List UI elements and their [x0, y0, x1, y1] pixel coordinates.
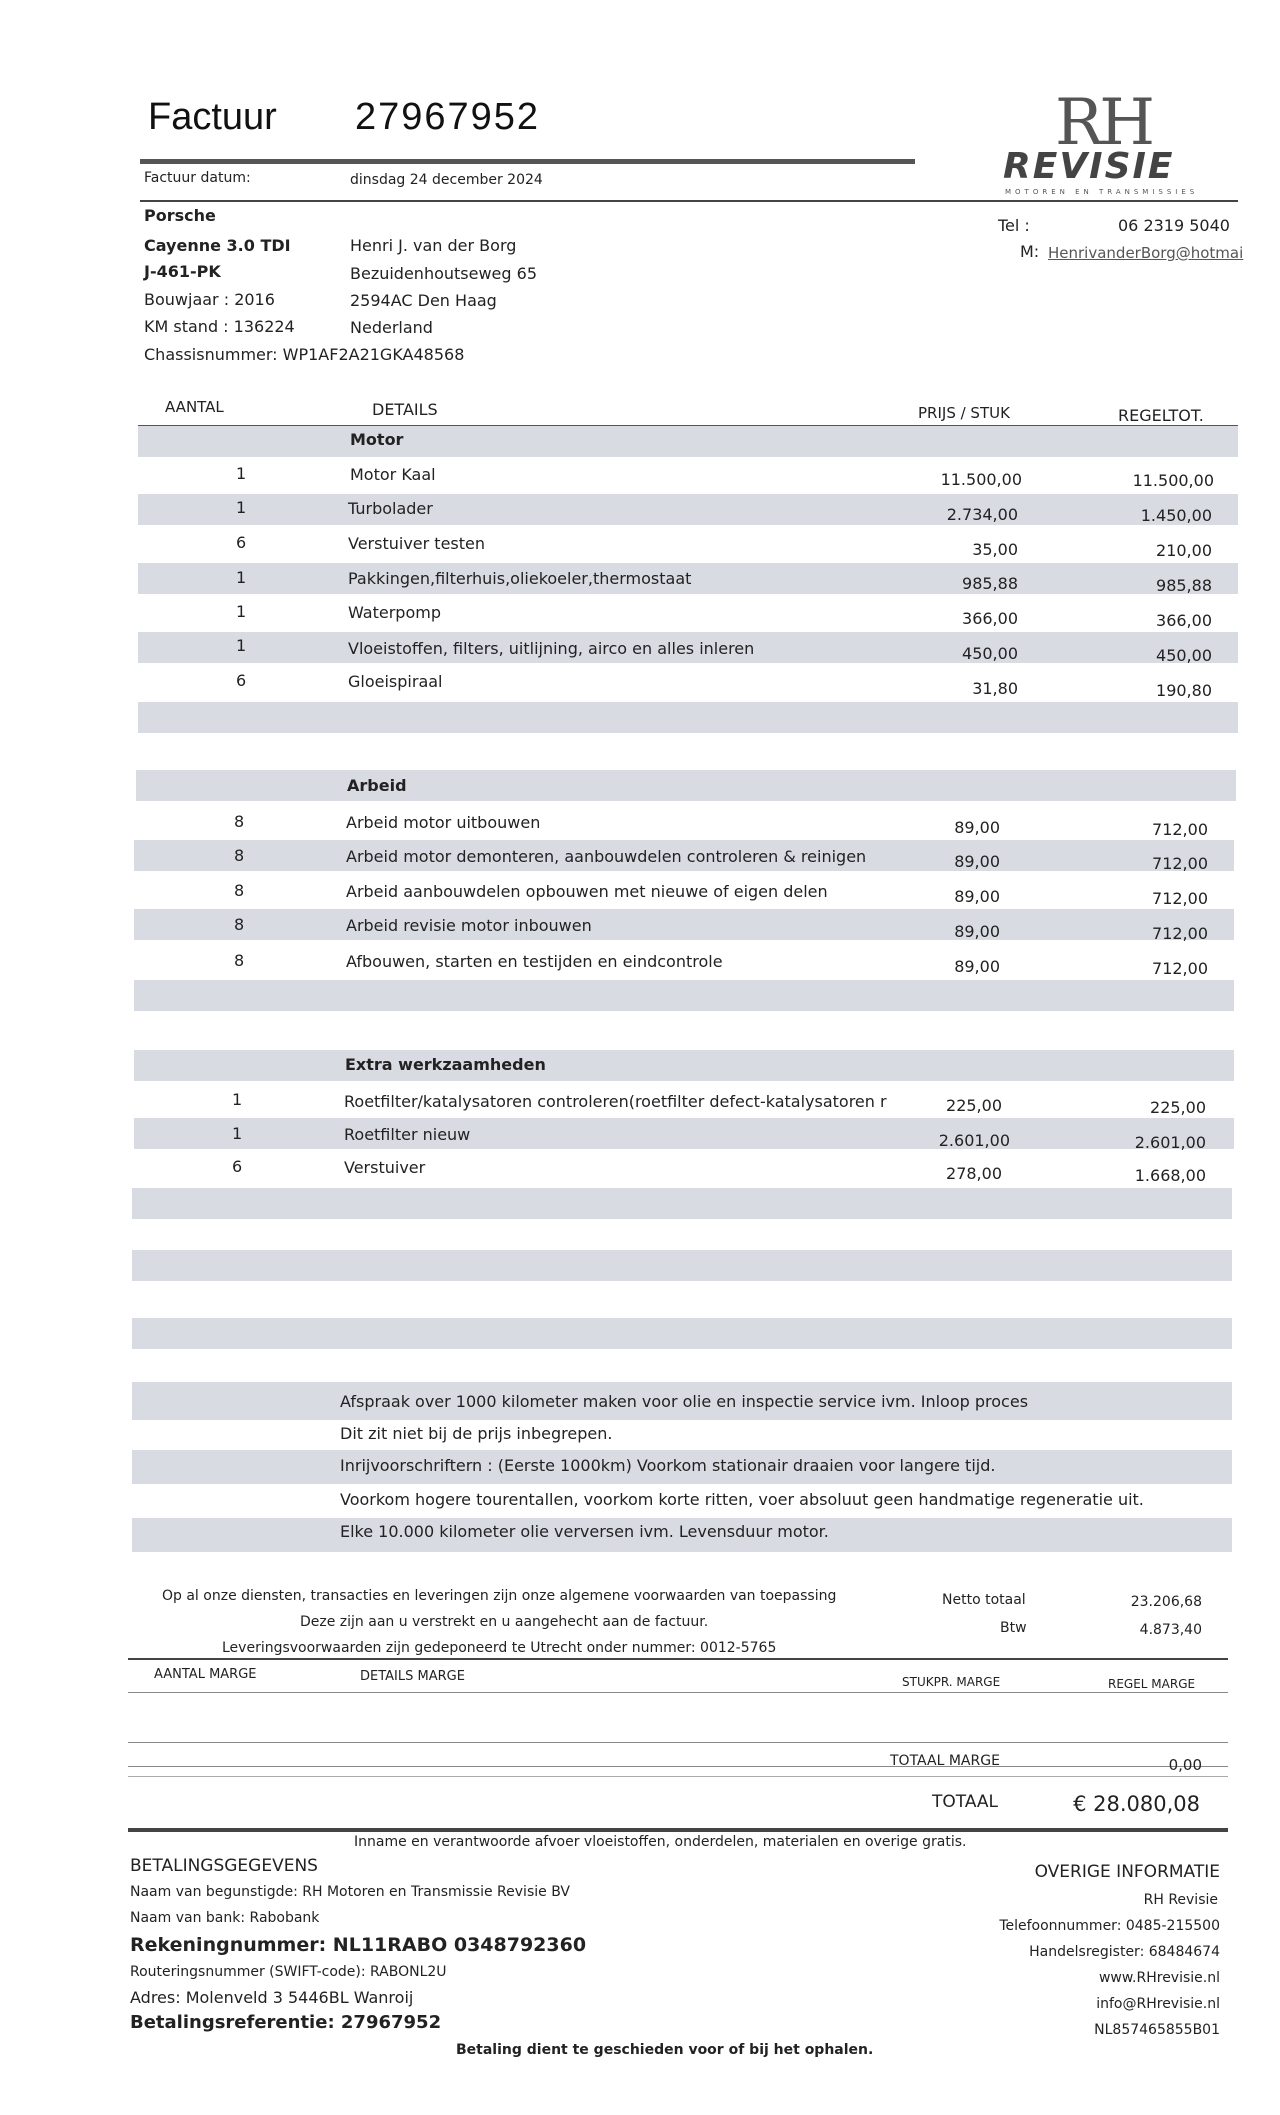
- payment-swift: Routeringsnummer (SWIFT-code): RABONL2U: [130, 1964, 447, 1980]
- btw-value: 4.873,40: [1139, 1622, 1202, 1638]
- row-band: [134, 909, 1234, 940]
- row-desc: Verstuiver: [344, 1158, 426, 1177]
- payment-due: Betaling dient te geschieden voor of bij het ophalen.: [456, 2042, 874, 2058]
- note-line: Voorkom hogere tourentallen, voorkom korte ritten, voer absoluut geen handmatige regeneratie uit.: [340, 1490, 1144, 1509]
- section-band: [138, 426, 1238, 457]
- row-desc: Arbeid motor demonteren, aanbouwdelen controleren & reinigen: [346, 847, 867, 866]
- payment-bank: Naam van bank: Rabobank: [130, 1910, 320, 1926]
- row-total: 450,00: [1156, 646, 1212, 665]
- note-line: Elke 10.000 kilometer olie verversen ivm. Levensduur motor.: [340, 1522, 829, 1541]
- row-desc: Roetfilter nieuw: [344, 1125, 471, 1144]
- row-unit: 278,00: [946, 1164, 1002, 1183]
- netto-value: 23.206,68: [1130, 1594, 1202, 1610]
- row-total: 712,00: [1152, 889, 1208, 908]
- vehicle-model: Cayenne 3.0 TDI: [144, 236, 291, 255]
- row-desc: Verstuiver testen: [348, 534, 486, 553]
- vehicle-year: Bouwjaar : 2016: [144, 290, 275, 309]
- terms-line: Op al onze diensten, transacties en leveringen zijn onze algemene voorwaarden van toepassing: [162, 1588, 837, 1604]
- blank-band: [132, 1250, 1232, 1281]
- header-rule: [140, 159, 915, 164]
- note-line: Inrijvoorschriftern : (Eerste 1000km) Voorkom stationair draaien voor langere tijd.: [340, 1456, 996, 1475]
- row-unit: 89,00: [954, 922, 1000, 941]
- row-unit: 31,80: [972, 679, 1018, 698]
- row-total: 712,00: [1152, 854, 1208, 873]
- row-desc: Arbeid aanbouwdelen opbouwen met nieuwe of eigen delen: [346, 882, 828, 901]
- row-band: [134, 1118, 1234, 1149]
- row-desc: Arbeid revisie motor inbouwen: [346, 916, 592, 935]
- row-desc: Turbolader: [348, 499, 433, 518]
- customer-name: Henri J. van der Borg: [350, 236, 517, 255]
- vehicle-make: Porsche: [144, 206, 216, 225]
- margin-details-header: DETAILS MARGE: [360, 1669, 465, 1684]
- section-title-arbeid: Arbeid: [347, 776, 407, 795]
- margin-total-header: REGEL MARGE: [1108, 1677, 1196, 1691]
- row-total: 210,00: [1156, 541, 1212, 560]
- margin-rule: [128, 1766, 1228, 1767]
- other-heading: OVERIGE INFORMATIE: [1034, 1862, 1220, 1882]
- row-desc: Pakkingen,filterhuis,oliekoeler,thermostaat: [348, 569, 692, 588]
- row-unit: 225,00: [946, 1096, 1002, 1115]
- customer-email-link[interactable]: HenrivanderBorg@hotmai: [1048, 244, 1244, 262]
- row-total: 985,88: [1156, 576, 1212, 595]
- col-total-header: REGELTOT.: [1118, 406, 1204, 425]
- vehicle-chassis: Chassisnummer: WP1AF2A21GKA48568: [144, 345, 465, 364]
- row-qty: 6: [236, 671, 247, 690]
- row-total: 712,00: [1152, 924, 1208, 943]
- row-total: 1.450,00: [1140, 506, 1212, 525]
- blank-band: [132, 1188, 1232, 1219]
- row-unit: 89,00: [954, 852, 1000, 871]
- row-total: 2.601,00: [1134, 1133, 1206, 1152]
- terms-line: Leveringsvoorwaarden zijn gedeponeerd te Utrecht onder nummer: 0012-5765: [222, 1640, 777, 1656]
- note-line: Afspraak over 1000 kilometer maken voor olie en inspectie service ivm. Inloop proces: [340, 1392, 1029, 1411]
- row-desc: Motor Kaal: [350, 465, 436, 484]
- row-total: 366,00: [1156, 611, 1212, 630]
- invoice-number: 27967952: [355, 96, 541, 138]
- row-qty: 8: [234, 812, 245, 831]
- btw-label: Btw: [1000, 1620, 1027, 1636]
- section-band: [136, 770, 1236, 801]
- logo-tagline: MOTOREN EN TRANSMISSIES: [1005, 188, 1199, 196]
- row-qty: 1: [236, 602, 247, 621]
- row-qty: 8: [234, 846, 245, 865]
- blank-band: [134, 980, 1234, 1011]
- margin-unit-header: STUKPR. MARGE: [902, 1675, 1001, 1689]
- payment-beneficiary: Naam van begunstigde: RH Motoren en Transmissie Revisie BV: [130, 1884, 570, 1900]
- margin-rule: [128, 1692, 1228, 1693]
- netto-label: Netto totaal: [942, 1592, 1026, 1608]
- total-rule: [128, 1776, 1228, 1777]
- row-qty: 8: [234, 951, 245, 970]
- payment-account: Rekeningnummer: NL11RABO 0348792360: [130, 1934, 587, 1956]
- row-unit: 450,00: [962, 644, 1018, 663]
- row-unit: 366,00: [962, 609, 1018, 628]
- row-unit: 89,00: [954, 887, 1000, 906]
- customer-postal: 2594AC Den Haag: [350, 291, 497, 310]
- customer-country: Nederland: [350, 318, 433, 337]
- row-total: 11.500,00: [1132, 471, 1214, 490]
- date-rule: [140, 200, 1238, 202]
- row-qty: 1: [236, 464, 247, 483]
- other-phone: Telefoonnummer: 0485-215500: [999, 1918, 1220, 1934]
- row-desc: Arbeid motor uitbouwen: [346, 813, 541, 832]
- other-company: RH Revisie: [1143, 1892, 1218, 1908]
- margin-rule-top: [128, 1658, 1228, 1660]
- row-total: 712,00: [1152, 959, 1208, 978]
- section-title-extra: Extra werkzaamheden: [345, 1055, 546, 1074]
- row-unit: 89,00: [954, 818, 1000, 837]
- customer-street: Bezuidenhoutseweg 65: [350, 264, 537, 283]
- row-unit: 11.500,00: [940, 470, 1022, 489]
- payment-address: Adres: Molenveld 3 5446BL Wanroij: [130, 1988, 414, 2007]
- row-unit: 2.734,00: [946, 505, 1018, 524]
- row-qty: 1: [236, 636, 247, 655]
- blank-band: [132, 1318, 1232, 1349]
- row-total: 225,00: [1150, 1098, 1206, 1117]
- section-title-motor: Motor: [350, 430, 404, 449]
- margin-qty-header: AANTAL MARGE: [154, 1667, 257, 1682]
- other-vat: NL857465855B01: [1094, 2022, 1220, 2038]
- row-qty: 8: [234, 881, 245, 900]
- mail-label: M:: [1020, 242, 1040, 261]
- margin-rule: [128, 1742, 1228, 1743]
- row-qty: 1: [232, 1124, 243, 1143]
- payment-reference: Betalingsreferentie: 27967952: [130, 2012, 442, 2033]
- row-desc: Afbouwen, starten en testijden en eindcontrole: [346, 952, 723, 971]
- row-desc: Roetfilter/katalysatoren controleren(roetfilter defect-katalysatoren r: [344, 1092, 887, 1111]
- invoice-date-label: Factuur datum:: [144, 170, 251, 186]
- row-unit: 985,88: [962, 574, 1018, 593]
- terms-line: Deze zijn aan u verstrekt en u aangehecht aan de factuur.: [300, 1614, 709, 1630]
- col-details-header: DETAILS: [372, 400, 438, 419]
- other-kvk: Handelsregister: 68484674: [1029, 1944, 1220, 1960]
- row-band: [138, 494, 1238, 525]
- row-qty: 8: [234, 915, 245, 934]
- col-unit-header: PRIJS / STUK: [918, 404, 1010, 422]
- row-unit: 35,00: [972, 540, 1018, 559]
- total-bottom-rule: [128, 1828, 1228, 1832]
- note-line: Dit zit niet bij de prijs inbegrepen.: [340, 1424, 613, 1443]
- section-band: [134, 1050, 1234, 1081]
- tel-value: 06 2319 5040: [1118, 216, 1230, 235]
- total-value: € 28.080,08: [1073, 1792, 1200, 1816]
- logo-name: REVISIE: [1003, 146, 1175, 187]
- intake-note: Inname en verantwoorde afvoer vloeistoffen, onderdelen, materialen en overige gratis.: [354, 1834, 967, 1850]
- vehicle-plate: J-461-PK: [144, 262, 221, 281]
- row-qty: 6: [236, 533, 247, 552]
- row-qty: 1: [232, 1090, 243, 1109]
- other-web-link[interactable]: www.RHrevisie.nl: [1098, 1970, 1220, 1986]
- payment-heading: BETALINGSGEGEVENS: [130, 1856, 318, 1876]
- total-label: TOTAAL: [932, 1792, 999, 1812]
- row-total: 1.668,00: [1134, 1166, 1206, 1185]
- invoice-date-value: dinsdag 24 december 2024: [350, 172, 543, 188]
- row-desc: Gloeispiraal: [348, 672, 443, 691]
- logo-mark: RH: [1055, 86, 1151, 160]
- row-desc: Vloeistoffen, filters, uitlijning, airco en alles inleren: [348, 639, 755, 658]
- row-total: 190,80: [1156, 681, 1212, 700]
- col-qty-header: AANTAL: [165, 398, 224, 416]
- other-email-link[interactable]: info@RHrevisie.nl: [1096, 1996, 1220, 2012]
- total-marge-value: 0,00: [1168, 1756, 1202, 1774]
- row-qty: 1: [236, 498, 247, 517]
- vehicle-km: KM stand : 136224: [144, 317, 295, 336]
- total-marge-label: TOTAAL MARGE: [890, 1753, 1000, 1769]
- blank-band: [138, 702, 1238, 733]
- tel-label: Tel :: [998, 216, 1030, 235]
- invoice-title: Factuur: [148, 96, 277, 138]
- row-unit: 2.601,00: [938, 1131, 1010, 1150]
- row-desc: Waterpomp: [348, 603, 441, 622]
- row-qty: 1: [236, 568, 247, 587]
- row-total: 712,00: [1152, 820, 1208, 839]
- row-qty: 6: [232, 1157, 243, 1176]
- row-unit: 89,00: [954, 957, 1000, 976]
